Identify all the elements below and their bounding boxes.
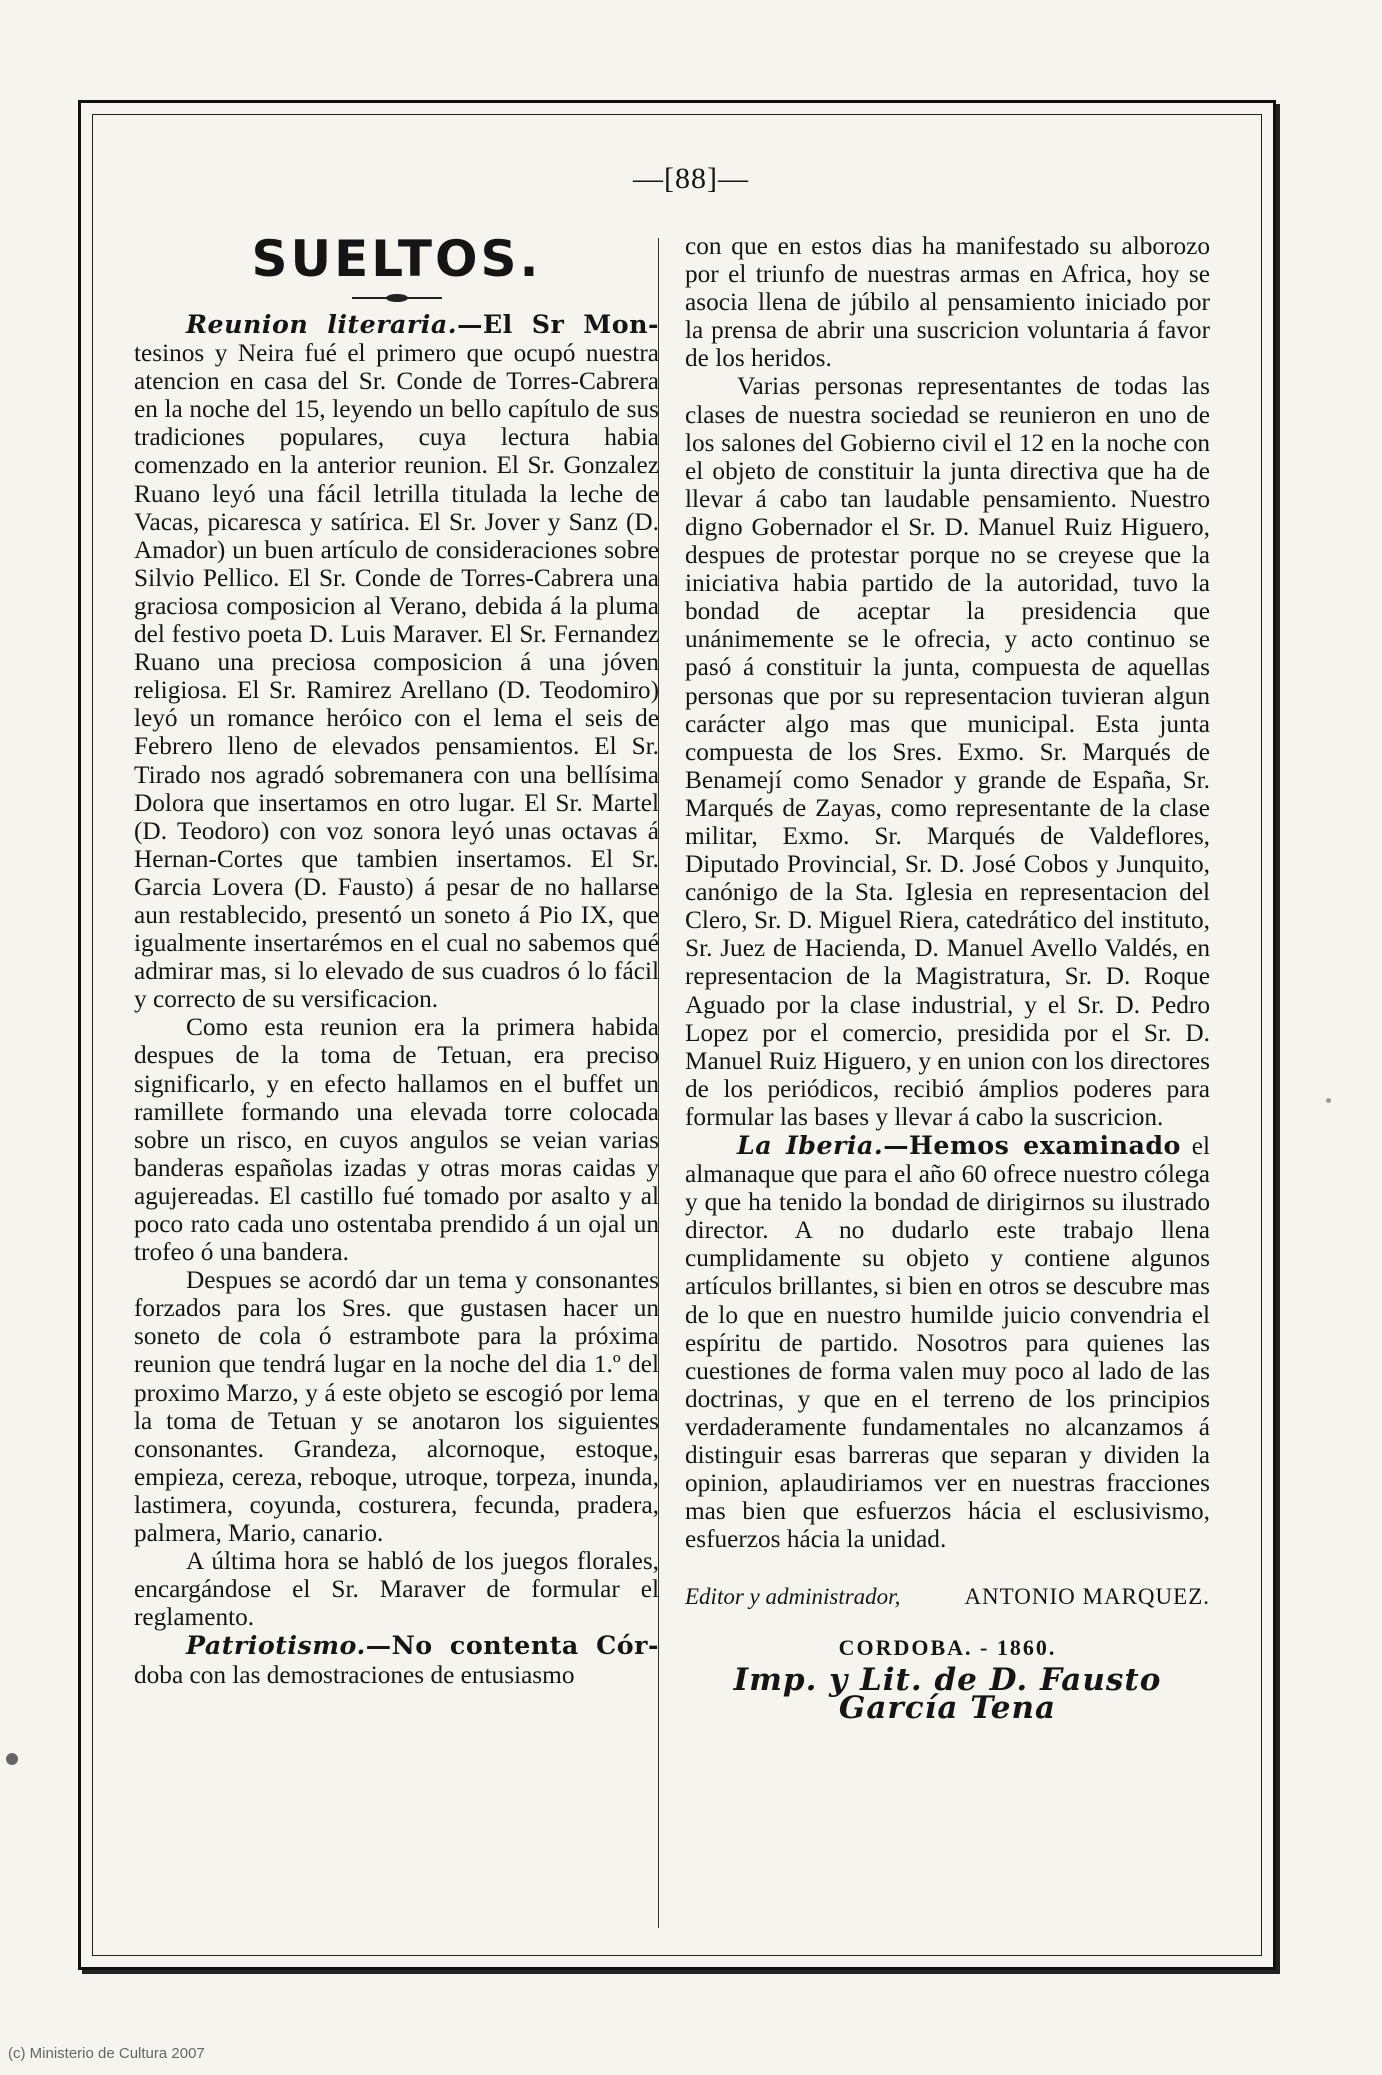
ink-blot xyxy=(6,1753,18,1765)
copyright-notice: (c) Ministerio de Cultura 2007 xyxy=(8,2045,205,2062)
editor-name: ANTONIO MARQUEZ. xyxy=(964,1584,1210,1610)
page-number: —[88]— xyxy=(633,162,749,195)
section-title: SUELTOS. xyxy=(251,230,542,288)
article-heading-dash: —No contenta Cór- xyxy=(365,1630,659,1661)
left-column xyxy=(134,232,659,1689)
article-heading-dash: —Hemos examinado xyxy=(883,1130,1181,1160)
paragraph: Como esta reunion era la primera habida despues de la toma de Tetuan, era preciso significarlo, y en efecto hallamos en el buffet un ramillete formando una elevada torre colocada sobre un risco, en cuyos angulos se veian varias banderas españolas izadas y otras moras caidas y agujereadas. El castillo fué tomado por asalto y al poco rato cada uno ostentaba prendido á un ojal un trofeo ó una bandera. xyxy=(134,1013,659,1267)
article-heading-dash: —El Sr Mon- xyxy=(457,309,659,339)
paragraph: con que en estos dias ha manifestado su alborozo por el triunfo de nuestras armas en Africa, hoy se asocia llena de júbilo al pensamiento iniciado por la prensa de abrir una suscricion voluntaria á favor de los heridos. xyxy=(685,232,1210,373)
paragraph: A última hora se habló de los juegos florales, encargándose el Sr. Maraver de formular el reglamento. xyxy=(134,1547,659,1632)
article-body: tesinos y Neira fué el primero que ocupó nuestra atencion en casa del Sr. Conde de Torres-Cabrera en la noche del 15, leyendo un bello capítulo de sus tradiciones populares, cuya lectura habia comenzado en la anterior reunion. El Sr. Gonzalez Ruano leyó una fácil letrilla titulada la leche de Vacas, picaresca y satírica. El Sr. Jover y Sanz (D. Amador) un buen artículo de consideraciones sobre Silvio Pellico. El Sr. Conde de Torres-Cabrera una graciosa composicion al Verano, debida á la pluma del festivo poeta D. Luis Maraver. El Sr. Fernandez Ruano una preciosa composicion á una jóven religiosa. El Sr. Ramirez Arellano (D. Teodomiro) leyó un romance heróico con el lema el seis de Febrero lleno de elevados pensamientos. El Sr. Tirado nos agradó sobremanera con una bellísima Dolora que insertamos en otro lugar. El Sr. Martel (D. Teodoro) con voz sonora leyó unas octavas á Hernan-Cortes que tambien insertamos. El Sr. Garcia Lovera (D. Fausto) á pesar de no hallarse aun restablecido, presentó un soneto á Pio IX, que igualmente insertarémos en el cual no sabemos qué admirar mas, si lo elevado de sus cuadros ó lo fácil y correcto de su versificacion. xyxy=(134,339,659,1014)
article-heading: Reunion literaria. xyxy=(186,309,458,339)
article-heading: La Iberia. xyxy=(737,1130,884,1160)
editor-label: Editor y administrador, xyxy=(685,1584,901,1610)
article-body: el almanaque que para el año 60 ofrece nuestro cólega y que ha tenido la bondad de dirigirnos su ilustrado director. A no dudarlo este trabajo llena cumplidamente su objeto y contiene algunos artículos brillantes, si bien en otros se descubre mas de lo que en nuestro humilde juicio convendria el espíritu de partido. Nosotros para quienes las cuestiones de forma valen muy poco al lado de las doctrinas, y que en el terreno de los principios verdaderamente fundamentales no alcanzamos á distinguir esas barreras que separan y dividen la opinion, aplaudiriamos ver en nuestras fracciones mas bien que esfuerzos hácia el esclusivismo, esfuerzos hácia la unidad. xyxy=(685,1132,1210,1554)
editor-line xyxy=(685,1583,1210,1611)
paragraph: Despues se acordó dar un tema y consonantes forzados para los Sres. que gustasen hacer un soneto de cola ó estrambote para la próxima reunion que tendrá lugar en la noche del dia 1.º del proximo Marzo, y á este objeto se escogió por lema la toma de Tetuan y se anotaron los siguientes consonantes. Grandeza, alcornoque, estoque, empieza, cereza, reboque, utroque, torpeza, inunda, lastimera, coyunda, costurera, fecunda, pradera, palmera, Mario, canario. xyxy=(134,1266,659,1548)
ink-blot xyxy=(1326,1098,1331,1103)
right-column xyxy=(685,232,1210,1726)
imprint-printer: Imp. y Lit. de D. Fausto García Tena xyxy=(733,1661,1162,1726)
article-patriotismo xyxy=(134,1631,659,1688)
article-reunion-literaria xyxy=(134,310,659,1013)
article-body: doba con las demostraciones de entusiasmo xyxy=(134,1660,575,1689)
article-la-iberia xyxy=(685,1131,1210,1553)
imprint-city-year: CORDOBA. - 1860. xyxy=(838,1634,1057,1660)
paragraph: Varias personas representantes de todas las clases de nuestra sociedad se reunieron en uno de los salones del Gobierno civil el 12 en la noche con el objeto de constituir la junta directiva que ha de llevar á cabo tan laudable pensamiento. Nuestro digno Gobernador el Sr. D. Manuel Ruiz Higuero, despues de protestar porque no se creyese que la iniciativa habia partido de la autoridad, tuvo la bondad de aceptar la presidencia que unánimemente se le ofrecia, y acto continuo se pasó á constituir la junta, compuesta de aquellas personas que por su representacion tuvieran algun carácter algo mas que municipal. Esta junta compuesta de los Sres. Exmo. Sr. Marqués de Benamejí como Senador y grande de España, Sr. Marqués de Zayas, como representante de la clase militar, Exmo. Sr. Marqués de Valdeflores, Diputado Provincial, Sr. D. José Cobos y Junquito, canónigo de la Sta. Iglesia en representacion del Clero, Sr. D. Miguel Riera, catedrático del instituto, Sr. Juez de Hacienda, D. Manuel Avello Valdés, en representacion de la Magistratura, Sr. D. Roque Aguado por la clase industrial, y el Sr. D. Pedro Lopez por el comercio, presidida por el Sr. D. Manuel Ruiz Higuero, y en union con los directores de los periódicos, recibió ámplios poderes para formular las bases y llevar á cabo la suscricion. xyxy=(685,372,1210,1131)
ornament-divider xyxy=(352,294,442,302)
article-heading: Patriotismo. xyxy=(186,1630,366,1661)
